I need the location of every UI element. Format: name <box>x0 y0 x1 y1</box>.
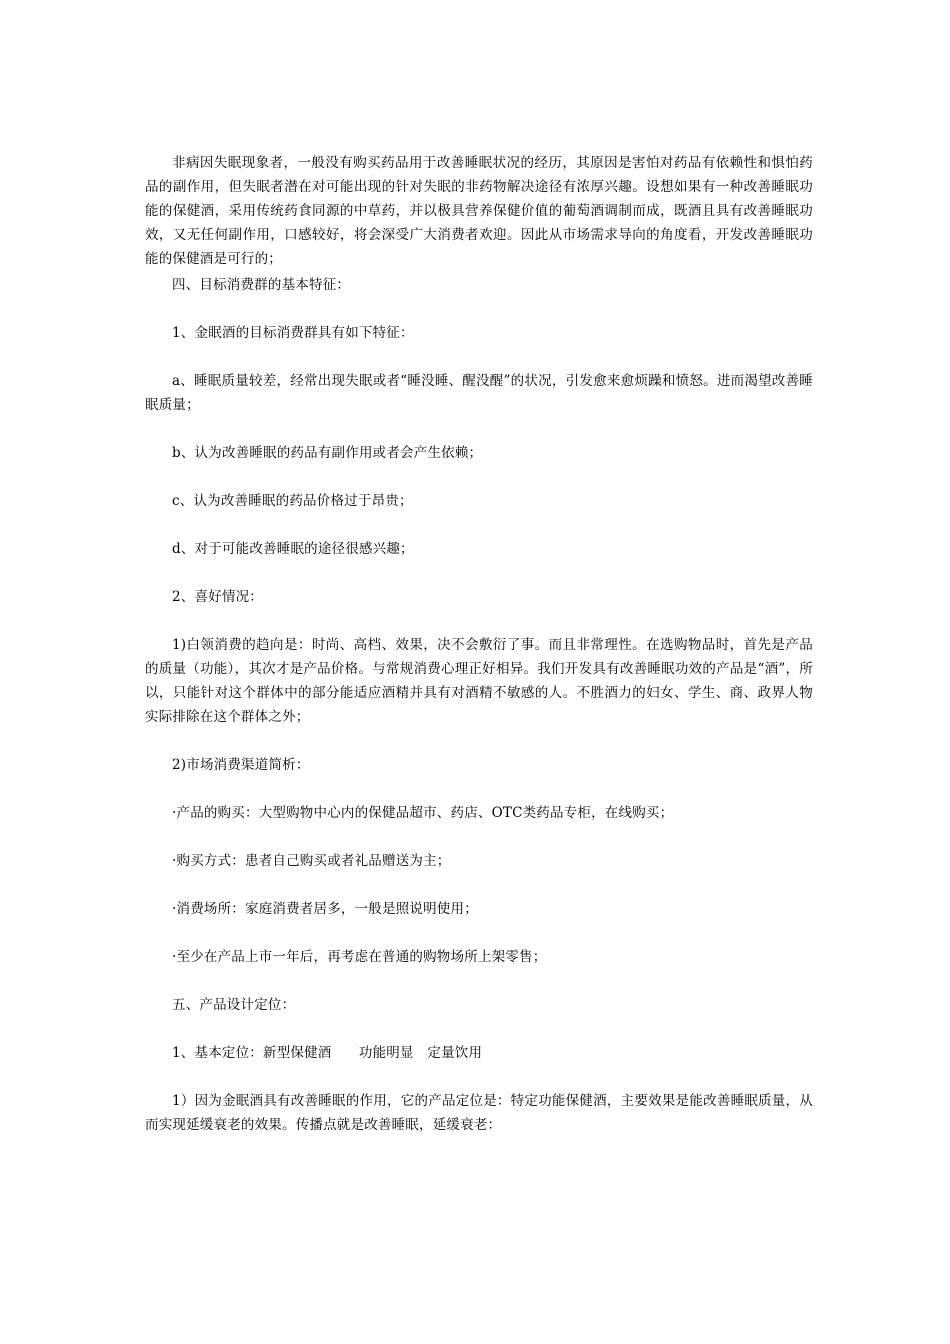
paragraph-white-collar: 1)白领消费的趋向是：时尚、高档、效果，决不会敷衍了事。而且非常理性。在选购物品时，首先是产品的质量（功能），其次才是产品价格。与常规消费心理正好相异。我们开发具有改善睡眠功效的产品是“酒”，所以，只能针对这个群体中的部分能适应酒精并具有对酒精不敏感的人。不胜酒力的妇女、学生、商、政界人物实际排除在这个群体之外； <box>145 637 813 725</box>
section-heading-4: 四、目标消费群的基本特征： <box>172 277 351 293</box>
subheading-basic-positioning: 1、基本定位：新型保健酒 功能明显 定量饮用 <box>172 1045 483 1061</box>
subheading-target-features: 1、金眠酒的目标消费群具有如下特征： <box>172 325 414 341</box>
list-item-a: a、睡眠质量较差，经常出现失眠或者“睡没睡、醒没醒”的状况，引发愈来愈烦躁和愤怒。进而渴望改善睡眠质量； <box>145 373 813 413</box>
list-item-b: b、认为改善睡眠的药品有副作用或者会产生依赖； <box>172 445 483 461</box>
list-item-d: d、对于可能改善睡眠的途径很感兴趣； <box>172 541 414 557</box>
section-heading-5: 五、产品设计定位： <box>172 997 296 1013</box>
paragraph-intro: 非病因失眠现象者，一般没有购买药品用于改善睡眠状况的经历，其原因是害怕对药品有依赖性和惧怕药品的副作用，但失眠者潜在对可能出现的针对失眠的非药物解决途径有浓厚兴趣。设想如果有一种改善睡眠功能的保健酒，采用传统药食同源的中草药，并以极具营养保健价值的葡萄酒调制而成，既酒且具有改善睡眠功效，又无任何副作用，口感较好，将会深受广大消费者欢迎。因此从市场需求导向的角度看，开发改善睡眠功能的保健酒是可行的； <box>145 155 813 267</box>
bullet-purchase-method: ·购买方式：患者自己购买或者礼品赠送为主； <box>172 853 451 869</box>
bullet-retail-timing: ·至少在产品上市一年后，再考虑在普通的购物场所上架零售； <box>172 949 547 965</box>
bullet-consumption-place: ·消费场所：家庭消费者居多，一般是照说明使用； <box>172 901 478 917</box>
document-body <box>145 151 813 1137</box>
subheading-channels: 2)市场消费渠道简析： <box>172 757 310 773</box>
list-item-c: c、认为改善睡眠的药品价格过于昂贵； <box>172 493 413 509</box>
paragraph-positioning: 1）因为金眠酒具有改善睡眠的作用，它的产品定位是：特定功能保健酒，主要效果是能改善睡眠质量，从而实现延缓衰老的效果。传播点就是改善睡眠，延缓衰老： <box>145 1093 813 1133</box>
subheading-preferences: 2、喜好情况： <box>172 589 263 605</box>
bullet-purchase: ·产品的购买：大型购物中心内的保健品超市、药店、OTC类药品专柜，在线购买； <box>172 805 674 821</box>
